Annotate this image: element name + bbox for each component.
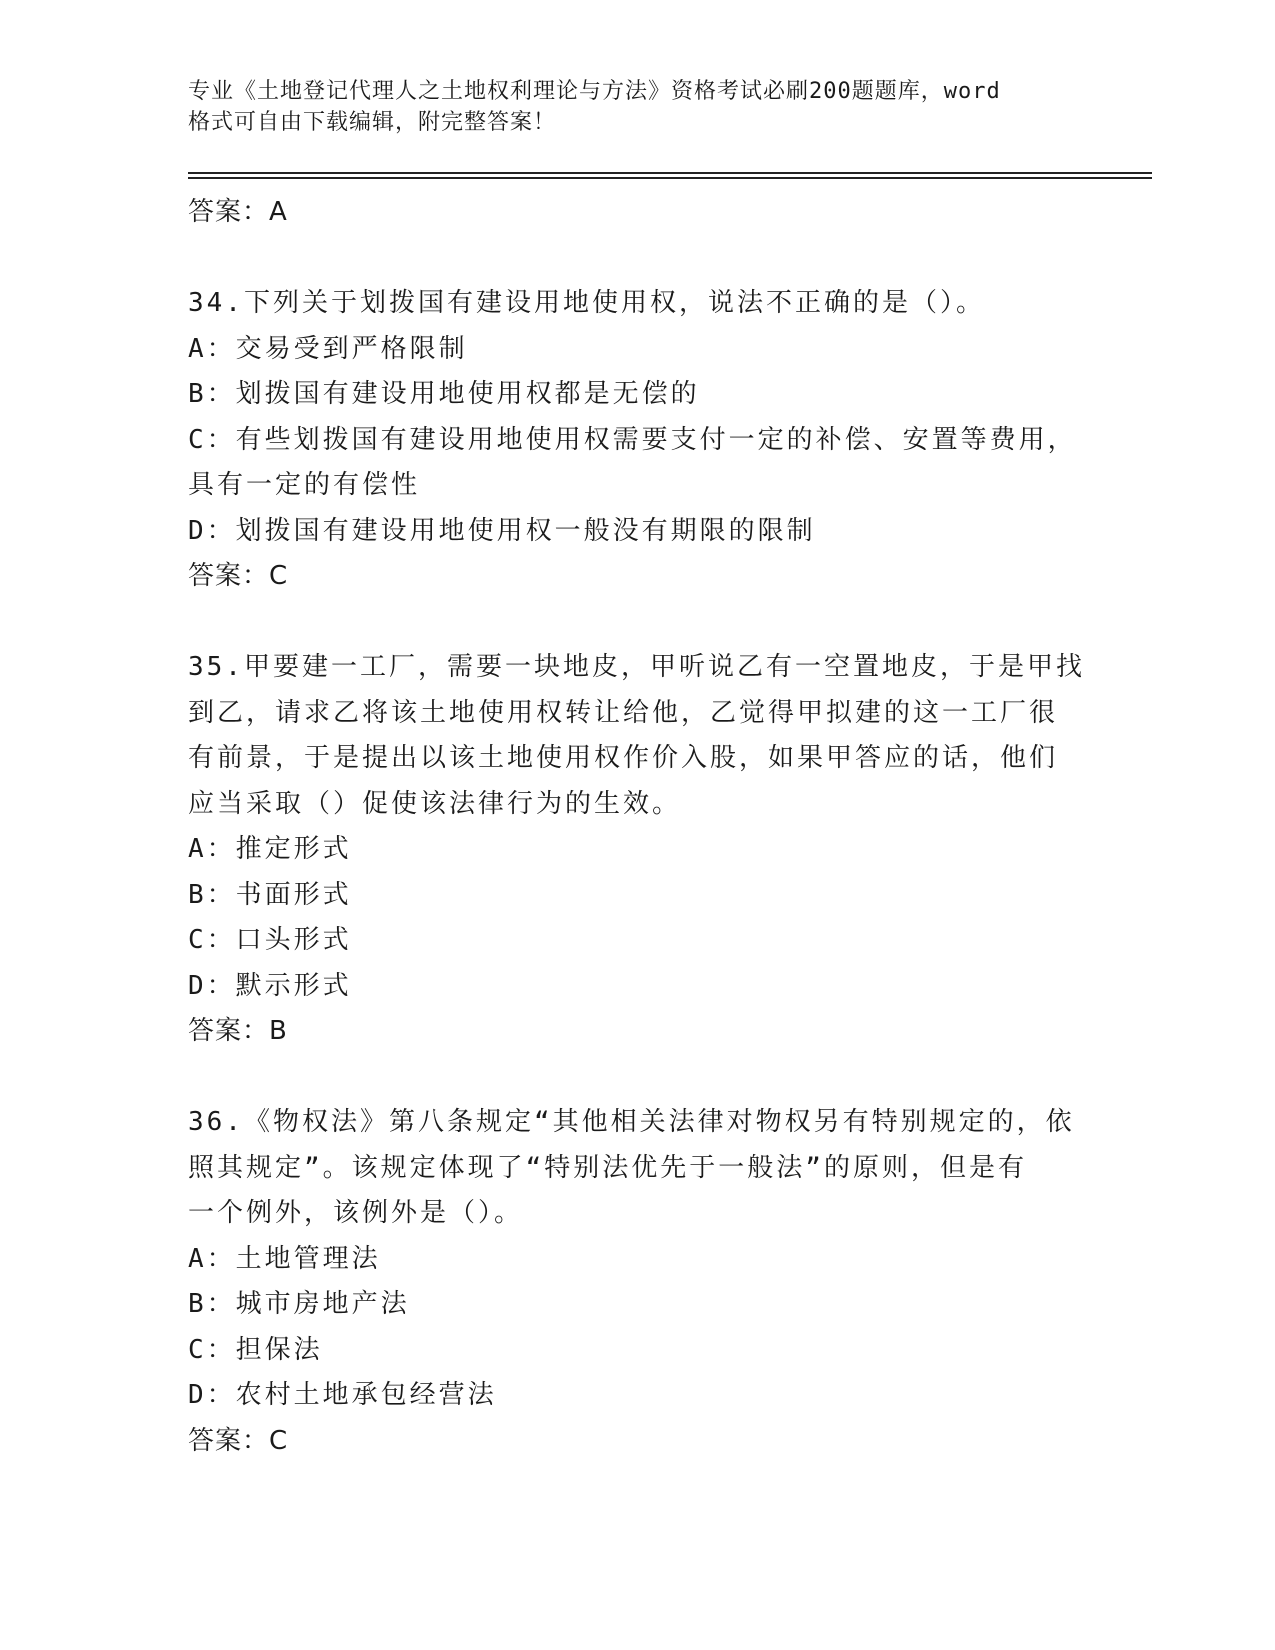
document-header — [188, 76, 1068, 138]
option-d: D：默示形式 — [188, 970, 352, 1001]
question-block — [188, 1100, 1088, 1464]
question-text-line: 到乙，请求乙将该土地使用权转让给他，乙觉得甲拟建的这一工厂很 — [188, 697, 1059, 728]
option-c: C：口头形式 — [188, 925, 352, 955]
option-c: C：担保法 — [188, 1334, 323, 1365]
answer-line — [188, 1009, 1088, 1055]
question-text-line: 照其规定”。该规定体现了“特别法优先于一般法”的原则，但是有 — [188, 1152, 1027, 1183]
header-line-2: 格式可自由下载编辑，附完整答案！ — [188, 110, 557, 135]
header-rule-top — [188, 172, 1152, 174]
answer-value: A — [269, 197, 288, 227]
answer-line — [188, 1419, 1088, 1465]
option-b: B：城市房地产法 — [188, 1289, 410, 1319]
answer-label: 答案： — [188, 1425, 270, 1456]
question-text-line: 36.《物权法》第八条规定“其他相关法律对物权另有特别规定的，依 — [188, 1107, 1075, 1137]
option-b: B：书面形式 — [188, 879, 352, 910]
document-body — [188, 190, 1088, 1464]
question-text-line: 34.下列关于划拨国有建设用地使用权，说法不正确的是（）。 — [188, 288, 985, 318]
option-a: A：交易受到严格限制 — [188, 333, 468, 364]
header-line-1: 专业《土地登记代理人之土地权利理论与方法》资格考试必刷200题题库，word — [188, 79, 1001, 104]
answer-label: 答案： — [188, 561, 270, 591]
answer-value: C — [269, 561, 289, 591]
option-a: A：土地管理法 — [188, 1243, 381, 1274]
option-d: D：划拨国有建设用地使用权一般没有期限的限制 — [188, 515, 816, 546]
answer-label: 答案： — [188, 1016, 270, 1046]
question-text-line: 应当采取（）促使该法律行为的生效。 — [188, 788, 682, 819]
answer-value: C — [269, 1425, 289, 1456]
option-c: C：有些划拨国有建设用地使用权需要支付一定的补偿、安置等费用， — [188, 424, 1077, 455]
question-text-line: 一个例外，该例外是（）。 — [188, 1198, 524, 1228]
question-block — [188, 645, 1088, 1055]
answer-label: 答案： — [188, 197, 270, 227]
question-text-line: 有前景，于是提出以该土地使用权作价入股，如果甲答应的话，他们 — [188, 743, 1059, 773]
header-rule-bottom — [188, 177, 1152, 179]
option-a: A：推定形式 — [188, 834, 352, 864]
option-d: D：农村土地承包经营法 — [188, 1380, 497, 1410]
question-text-line: 35.甲要建一工厂，需要一块地皮，甲听说乙有一空置地皮，于是甲找 — [188, 652, 1085, 682]
spacer — [188, 236, 1088, 282]
option-b: B：划拨国有建设用地使用权都是无偿的 — [188, 379, 700, 409]
answer-line — [188, 190, 1088, 236]
option-c-continued: 具有一定的有偿性 — [188, 470, 421, 500]
spacer — [188, 1055, 1088, 1101]
question-block — [188, 281, 1088, 600]
answer-line — [188, 554, 1088, 600]
answer-value: B — [269, 1016, 288, 1046]
spacer — [188, 600, 1088, 646]
